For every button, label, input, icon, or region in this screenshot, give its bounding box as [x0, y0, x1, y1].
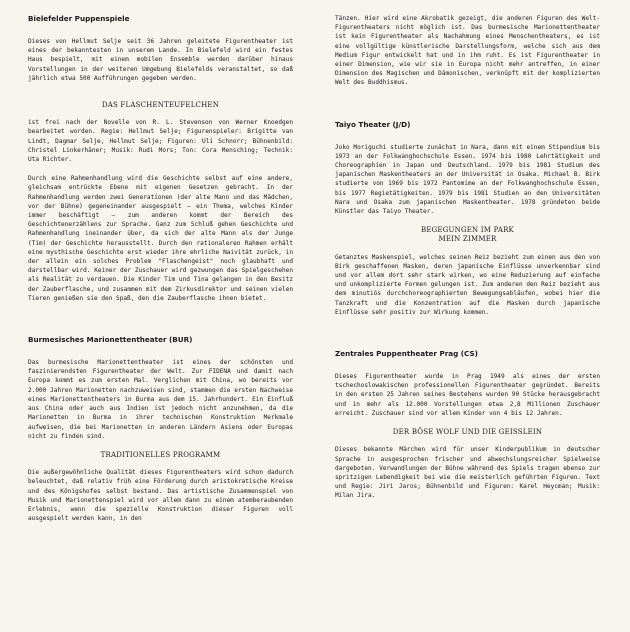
bielefeld-intro: Dieses von Hellmut Selje seit 36 Jahren geleitete Figurentheater ist eines der bekanntesten in unserem Lande. In Bielefeld wird ein festes Haus bespielt, mit einem mobilen Ensemble werden darüber hinaus Vorstellungen in der weiteren Umgebung Bielefelds veranstaltet, so daß jährlich etwa 500 Aufführungen gegeben werden. [28, 38, 293, 82]
burma-body: Die außergewöhnliche Qualität dieses Figurentheaters wird schon dadurch beleuchtet, daß relativ früh eine Förderung durch aristokratische Kreise und des Königshofes selbst bestand. Das artistische Zusammenspiel von Musik und Marionettenspiel wird vor allem dann zu einem atemberaubenden Erlebnis, wenn die spezielle Konstruktion dieser Figuren voll ausgespielt werden kann, in den [28, 469, 293, 523]
prag-intro: Dieses Figurentheater wurde in Prag 1949 als eines der ersten tschechoslowakischen professionellen Figurentheater gegründet. Bereits in den ersten 25 Jahren seines Bestehens wurden 90 Stücke herausgebracht und in mehr als 12.000 Vorstellungen etwa 2,8 Millionen Zuschauer erreicht. Zuschauer sind vor allem Kinder von 4 bis 12 Jahren. [335, 373, 600, 417]
section-heading-bielefeld: Bielefelder Puppenspiele [28, 14, 130, 23]
section-heading-taiyo: Taiyo Theater (J/D) [335, 119, 411, 129]
taiyo-intro: Joko Moriguchi studierte zunächst in Nara, dann mit einem Stipendium bis 1973 an der Folkwanghochschule Essen. 1974 bis 1980 Lehrtätigkeit und Choreographien in Japan und Deutschland. 1979 bis 1981 Studium des japanischen Maskentheaters an der Universität in Osaka. Michael B. Birk studierte von 1969 bis 1972 Pantomime an der Folkwanghochschule Essen, bis 1977 Regietätigkeiten. 1979 bis 1981 Studien an den Universitäten Nara und Osaka zum japanischen Maskentheater. 1978 gründeten beide Künstler das Taiyo Theater. [335, 143, 600, 216]
taiyo-body: Getanztes Maskenspiel, welches seinen Reiz bezieht zum einen aus den von Birk geschaffenen Masken, deren japanische Einflüsse unverkennbar sind und vor allem dort sehr stark wirken, wo eine Reduzierung auf einfache und unkomplizierte Formen gelungen ist. Zum anderen den Reiz bezieht aus dem minutiös durchchoreographierten Bewegungsabläufen, wobei hier die Tanzkraft und die Konzentration auf die Masken durch japanische Einflüsse sehr positiv zur Wirkung kommen. [335, 253, 600, 316]
bielefeld-credits: ist frei nach der Novelle von R. L. Stevenson von Werner Knoedgen bearbeitet worden. Regie: Hellmut Selje; Figurenspieler: Brigitte van Lindt, Dagmar Selje, Hellmut Selje; Figuren: Uli Schnorr; Bühnenbild: Christel Linkerhäner; Musik: Rudi Mors; Ton: Cora Mensching; Technik: Uta Richter. [28, 119, 293, 164]
burma-intro: Das burmesische Marionettentheater ist eines der schönsten und faszinierendsten Figurentheater der Welt. Zur FIDENA und damit nach Europa kommt es zum ersten Mal. Verglichen mit China, wo bereits vor 2.000 Jahren Marionetten nachzuweisen sind, stammen die ersten Nachweise eines Marionettentheaters in Burma aus dem 15. Jahrhundert. Ein Einfluß aus China oder auch aus Indien ist jedoch nicht anzunehmen, da die Marionetten in Burma in ihrer technischen Konstruktion Merkmale aufweisen, die bei Marionetten in anderen Ländern Asiens oder Europas nicht zu finden sind. [28, 359, 293, 440]
play-title-traditionelles: TRADITIONELLES PROGRAMM [100, 450, 221, 459]
burma-continuation: Tänzen. Hier wird eine Akrobatik gezeigt, die anderen Figuren des Welt-Figurentheaters nicht möglich ist. Das burmesische Marionettentheater ist kein Figurentheater als Nachahmung eines Menschentheaters, es ist eine vollgültige künstlerische Darstellungsform, welche sich aus dem Medium Figur entwickelt hat und in ihm ruht. Es ist Figurentheater in einer Dimension, wie wir sie in Europa nicht mehr antreffen, in einer Dimension des Magischen und Dämonischen, verknüpft mit der komplizierten Welt des Buddhismus. [335, 15, 600, 87]
play-title-boese-wolf: DER BÖSE WOLF UND DIE GEISSLEIN [392, 428, 543, 437]
section-heading-burma: Burmesisches Marionettentheater (BUR) [28, 335, 193, 345]
section-heading-prag: Zentrales Puppentheater Prag (CS) [335, 349, 478, 359]
play-title-begegnungen: BEGEGUNGEN IM PARK [420, 226, 514, 235]
left-column [28, 14, 293, 523]
play-title-mein-zimmer: MEIN ZIMMER [438, 235, 497, 244]
play-title-flaschenteufelchen: DAS FLASCHENTEUFELCHEN [101, 101, 220, 110]
bielefeld-body: Durch eine Rahmenhandlung wird die Geschichte selbst auf eine andere, gleichsam entrückte Ebene mit eigenen Gesetzen gebracht. In der Rahmenhandlung werden zwei Generationen (der alte Mann und das Mädchen, vor der Bühne) gegeneinander ausgespielt – ein Thema, welches Kinder immer beschäftigt – zum anderen kommt der Bereich des Geschichtenerzählens zur Sprache. Ganz zum Schluß gehen Geschichte und Rahmenhandlung ineinander über, da sich der alte Mann als der Junge (Tim) der Geschichte herausstellt. Durch den rationaleren Rahmen erhält eine mysthische Geschichte erst wieder ihre ehrliche Naivität zurück, in der allein ein solches Problem "Flaschengeist" noch glaubhaft und darstellbar wird. Keiner der Zuschauer wird gezwungen das Spielgeschehen als Realität zu verdauen. Die Kinder Tim und Tina gelangen in den Besitz der Zauberflasche, und zusammen mit dem Zirkusdirektor und seinen vielen Tieren genießen sie den Spaß, den die Zauberflasche ihnen bietet. [28, 175, 293, 302]
prag-body: Dieses bekannte Märchen wird für unser Kinderpublikum in deutscher Sprache in ausgesprochen frischer und abwechslungsreicher Spielweise dargeboten. Verwandlungen der Bühne während des Spiels tragen ebenso zur spritzigen Lebendigkeit bei wie die meisterlich geführten Figuren. Text und Regie: Jiri Jaros; Bühnenbild und Figuren: Karel Heycman; Musik: Milan Jira. [335, 446, 600, 500]
right-column [335, 14, 600, 501]
